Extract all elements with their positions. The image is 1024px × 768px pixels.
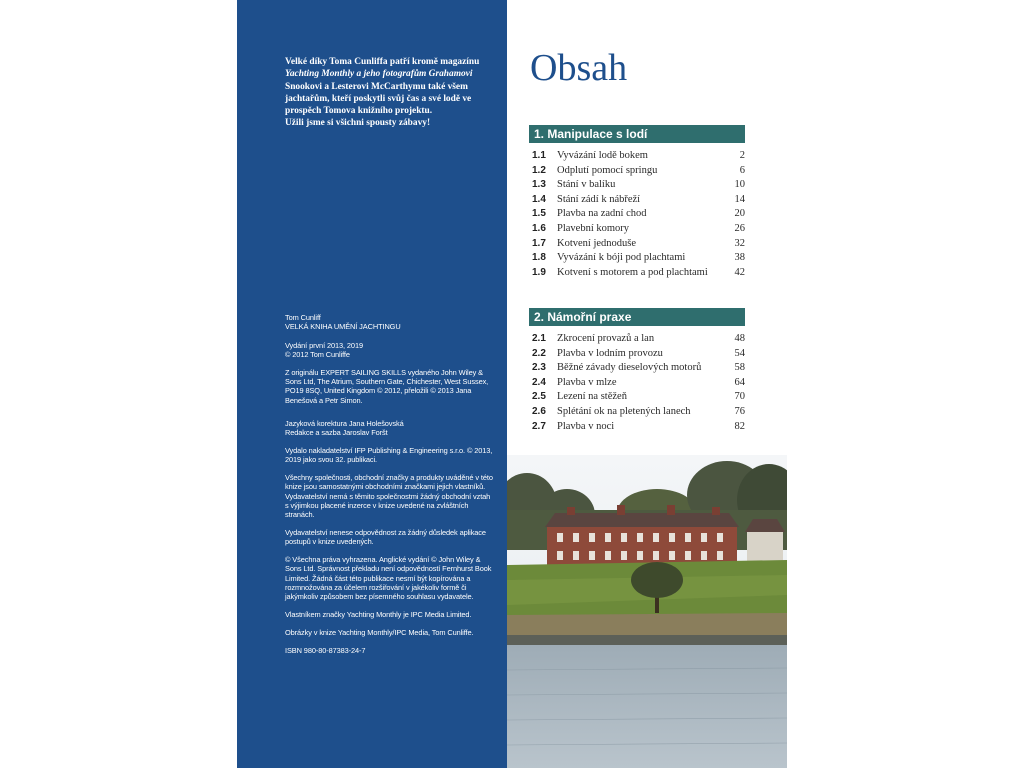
- entry-page: 6: [739, 164, 745, 176]
- author-copyright: © 2012 Tom Cunliffe: [285, 349, 350, 359]
- entry-number: 1.1: [532, 150, 546, 161]
- entry-title: Odplutí pomocí springu: [557, 164, 658, 176]
- entry-title: Stání v balíku: [557, 179, 616, 191]
- entry-title: Plavební komory: [557, 222, 630, 234]
- thanks-line: Snookovi a Lesterovi McCarthymu také všem: [285, 81, 468, 92]
- edition-info: Vydání první 2013, 2019: [285, 340, 363, 350]
- entry-number: 2.2: [532, 347, 546, 359]
- entry-title: Vyvázání lodě bokem: [557, 150, 648, 161]
- toc-entry[interactable]: [532, 193, 745, 208]
- entry-number: 2.5: [532, 391, 546, 403]
- thanks-line: jachtařům, kteří poskytli svůj čas a své lodě ve: [285, 93, 472, 104]
- entry-title: Kotvení jednoduše: [557, 237, 637, 249]
- entry-number: 1.2: [532, 164, 546, 176]
- entry-page: 26: [734, 222, 745, 234]
- entry-number: 1.6: [532, 222, 546, 234]
- acknowledgements: [285, 56, 500, 130]
- toc-section-2-list: [532, 332, 745, 434]
- entry-number: 1.8: [532, 252, 546, 264]
- brand-note: Vlastníkem značky Yachting Monthly je IPC Media Limited.: [285, 610, 472, 620]
- entry-page: 76: [734, 405, 745, 417]
- entry-page: 14: [734, 193, 745, 205]
- section-header: 1. Manipulace s lodí: [529, 125, 745, 143]
- entry-page: 20: [734, 208, 745, 220]
- entry-page: 32: [734, 237, 745, 249]
- entry-number: 2.4: [532, 376, 546, 388]
- thanks-line: prospěch Tomova knižního projektu.: [285, 106, 433, 117]
- entry-number: 2.1: [532, 333, 546, 344]
- entry-number: 2.7: [532, 420, 546, 432]
- liability-note: Vydavatelství nenese odpovědnost za žádný důsledek aplikace postupů v knize uvedených.: [285, 528, 486, 547]
- trademark-note: Všechny společnosti, obchodní značky a produkty uváděné v této knize jsou samostatnými obchodními značkami jejich vlastníků. Vydavatelství nemá s těmito společnostmi žádný obchodní vztah s výjimkou placené inzerce v knize uvedené na zvláštních stranách.: [285, 473, 493, 520]
- section-header: 2. Námořní praxe: [529, 308, 745, 326]
- entry-page: 54: [734, 347, 745, 359]
- toc-entry[interactable]: [532, 332, 745, 347]
- entry-number: 1.9: [532, 266, 546, 278]
- toc-entry[interactable]: [532, 405, 745, 420]
- page-title: Obsah: [530, 47, 628, 89]
- entry-title: Stání zádí k nábřeží: [557, 193, 641, 205]
- toc-entry[interactable]: [532, 178, 745, 193]
- publisher-note: Vydalo nakladatelství IFP Publishing & Engineering s.r.o. © 2013, 2019 jako svou 32. publikaci.: [285, 445, 493, 465]
- entry-number: 2.6: [532, 405, 546, 417]
- entry-title: Splétání ok na pletených lanech: [557, 405, 691, 417]
- credits-panel: [237, 0, 507, 768]
- entry-page: 58: [734, 362, 745, 374]
- entry-page: 48: [734, 333, 745, 344]
- entry-title: Vyvázání k bóji pod plachtami: [557, 252, 686, 264]
- entry-page: 82: [734, 420, 745, 432]
- entry-title: Plavba v noci: [557, 420, 615, 432]
- entry-title: Zkrocení provazů a lan: [557, 333, 655, 344]
- thanks-line: Velké díky Toma Cunliffa patří kromě magazínu: [285, 57, 480, 67]
- proofreading-credit: Jazyková korektura Jana Holešovská: [285, 418, 404, 428]
- toc-entry[interactable]: [532, 207, 745, 222]
- book-title: VELKÁ KNIHA UMĚNÍ JACHTINGU: [285, 322, 401, 332]
- entry-title: Lezení na stěžeň: [557, 391, 627, 403]
- entry-title: Plavba v lodním provozu: [557, 347, 663, 359]
- entry-number: 1.7: [532, 237, 546, 249]
- river-water: [507, 645, 787, 768]
- entry-title: Plavba na zadní chod: [557, 208, 647, 220]
- entry-number: 1.3: [532, 179, 546, 191]
- original-edition-note: Z originálu EXPERT SAILING SKILLS vydaného John Wiley & Sons Ltd, The Atrium, Southern Gate, Chichester, West Sussex, PO19 8SQ, United Kingdom © 2012, přeložili © 2013 Jana Benešová a Petr Simon.: [285, 367, 489, 405]
- entry-number: 1.5: [532, 208, 546, 220]
- toc-entry[interactable]: [532, 222, 745, 237]
- entry-page: 38: [734, 252, 745, 264]
- rights-note: © Všechna práva vyhrazena. Anglické vydání © John Wiley & Sons Ltd. Správnost překladu není odpovědností Fernhurst Book Limited. Žádná část této publikace nesmí být kopírována a rozmnožována za účelem rozšiřování v jakékoliv formě či jakýmkoliv způsobem bez písemného souhlasu vydavatele.: [285, 555, 492, 602]
- toc-entry[interactable]: [532, 266, 745, 281]
- entry-page: 70: [734, 391, 745, 403]
- entry-page: 10: [734, 179, 745, 191]
- harbour-village-photo: [507, 455, 787, 768]
- author-name: Tom Cunliff: [285, 313, 321, 322]
- toc-entry[interactable]: [532, 347, 745, 362]
- entry-page: 64: [734, 376, 745, 388]
- toc-entry[interactable]: [532, 237, 745, 252]
- image-credits: Obrázky v knize Yachting Monthly/IPC Media, Tom Cunliffe.: [285, 627, 474, 637]
- editing-credit: Redakce a sazba Jaroslav Foršt: [285, 428, 388, 438]
- toc-entry[interactable]: [532, 149, 745, 164]
- imprint: [285, 313, 495, 664]
- entry-title: Běžné závady dieselových motorů: [557, 362, 702, 374]
- entry-title: Kotvení s motorem a pod plachtami: [557, 266, 708, 278]
- toc-section-1-list: [532, 149, 745, 280]
- toc-entry[interactable]: [532, 420, 745, 435]
- thanks-line: Yachting Monthly a jeho fotografům Grahamovi: [285, 69, 473, 80]
- isbn: ISBN 980-80-87383-24-7: [285, 645, 366, 655]
- toc-entry[interactable]: [532, 251, 745, 266]
- table-of-contents: [507, 0, 787, 768]
- thanks-line: Užili jsme si všichni spousty zábavy!: [285, 118, 431, 129]
- entry-number: 1.4: [532, 193, 546, 205]
- toc-entry[interactable]: [532, 390, 745, 405]
- entry-page: 42: [734, 266, 745, 278]
- entry-page: 2: [739, 150, 745, 161]
- toc-entry[interactable]: [532, 361, 745, 376]
- toc-entry[interactable]: [532, 376, 745, 391]
- toc-entry[interactable]: [532, 164, 745, 179]
- entry-number: 2.3: [532, 362, 546, 374]
- entry-title: Plavba v mlze: [557, 376, 617, 388]
- harbour-photo-illustration: [507, 455, 787, 768]
